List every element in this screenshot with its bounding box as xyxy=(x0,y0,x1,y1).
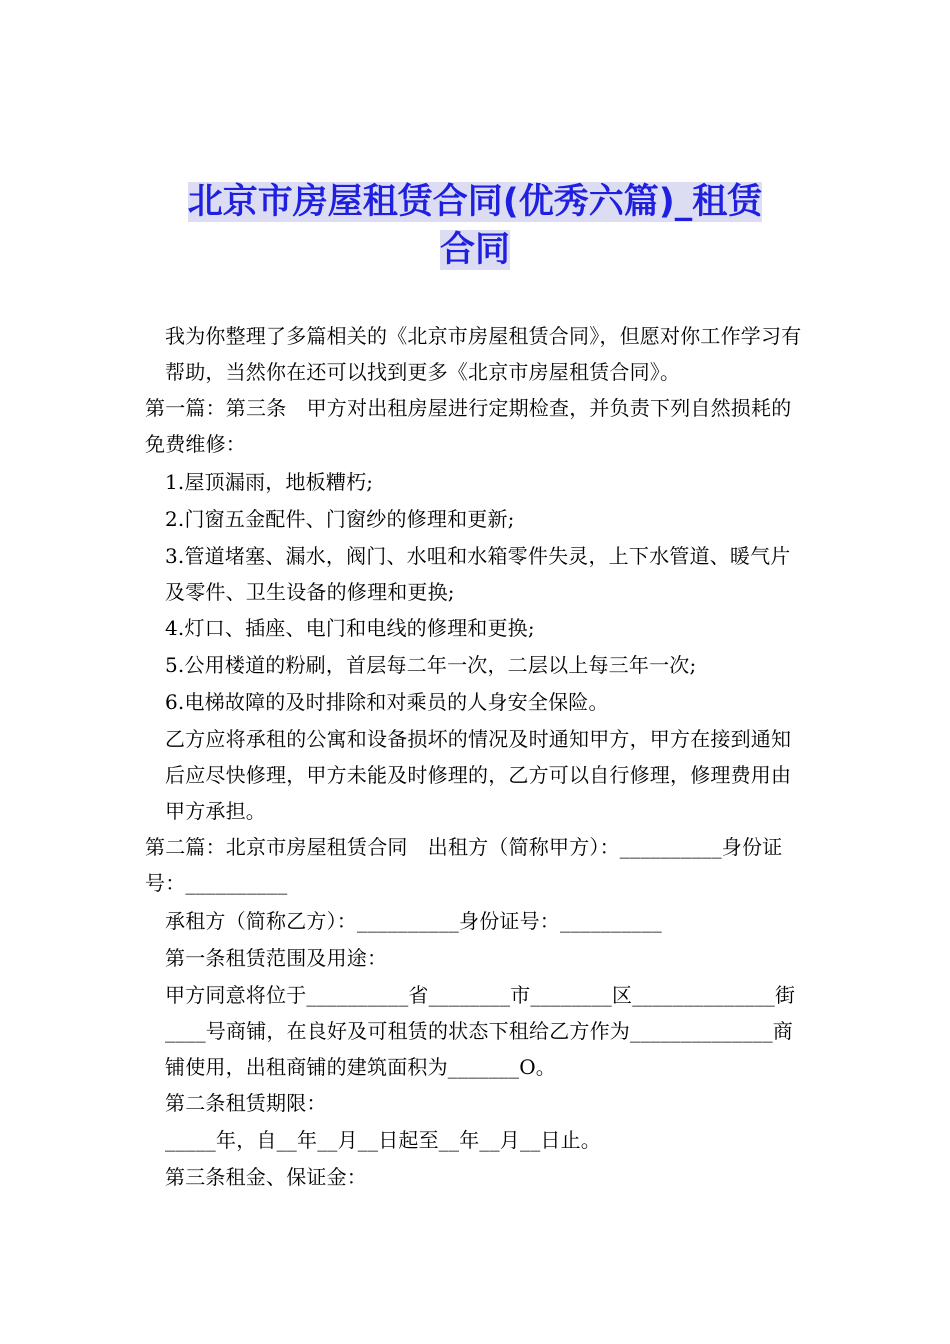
document-body xyxy=(145,318,807,1196)
clause1-title: 第一条租赁范围及用途： xyxy=(165,946,388,970)
clause2-title: 第二条租赁期限： xyxy=(165,1091,327,1115)
list-item: 5.公用楼道的粉刷，首层每二年一次，二层以上每三年一次; xyxy=(165,653,697,677)
list-item: 2.门窗五金配件、门窗纱的修理和更新; xyxy=(165,507,515,531)
intro-paragraph: 我为你整理了多篇相关的《北京市房屋租赁合同》，但愿对你工作学习有帮助，当然你在还可以找到更多《北京市房屋租赁合同》。 xyxy=(165,324,802,384)
list-item: 1.屋顶漏雨，地板糟朽; xyxy=(165,470,374,494)
list-item: 4.灯口、插座、电门和电线的修理和更换; xyxy=(165,616,535,640)
lessee-line: 承租方（简称乙方）：__________身份证号：__________ xyxy=(165,909,662,933)
party-b-notice: 乙方应将承租的公寓和设备损坏的情况及时通知甲方，甲方在接到通知后应尽快修理，甲方未能及时修理的，乙方可以自行修理，修理费用由甲方承担。 xyxy=(165,727,792,823)
list-item: 6.电梯故障的及时排除和对乘员的人身安全保险。 xyxy=(165,690,609,714)
clause1-text: 甲方同意将位于__________省________市________区______________街____号商铺，在良好及可租赁的状态下租给乙方作为______________商铺使用，出租商铺的建筑面积为_______O。 xyxy=(165,983,796,1079)
clause2-text: _____年，自__年__月__日起至__年__月__日止。 xyxy=(165,1128,601,1152)
title-line-2: 合同 xyxy=(439,230,510,270)
clause3-title: 第三条租金、保证金： xyxy=(165,1165,367,1189)
document-title xyxy=(145,178,805,274)
title-line-1: 北京市房屋租赁合同(优秀六篇)_租赁 xyxy=(187,182,763,222)
list-item: 3.管道堵塞、漏水，阀门、水咀和水箱零件失灵，上下水管道、暖气片及零件、卫生设备的修理和更换; xyxy=(165,544,791,604)
article1-heading: 第一篇：第三条 甲方对出租房屋进行定期检查，并负责下列自然损耗的免费维修： xyxy=(145,396,792,456)
article2-heading: 第二篇：北京市房屋租赁合同 出租方（简称甲方）：__________身份证号：__________ xyxy=(145,835,783,895)
